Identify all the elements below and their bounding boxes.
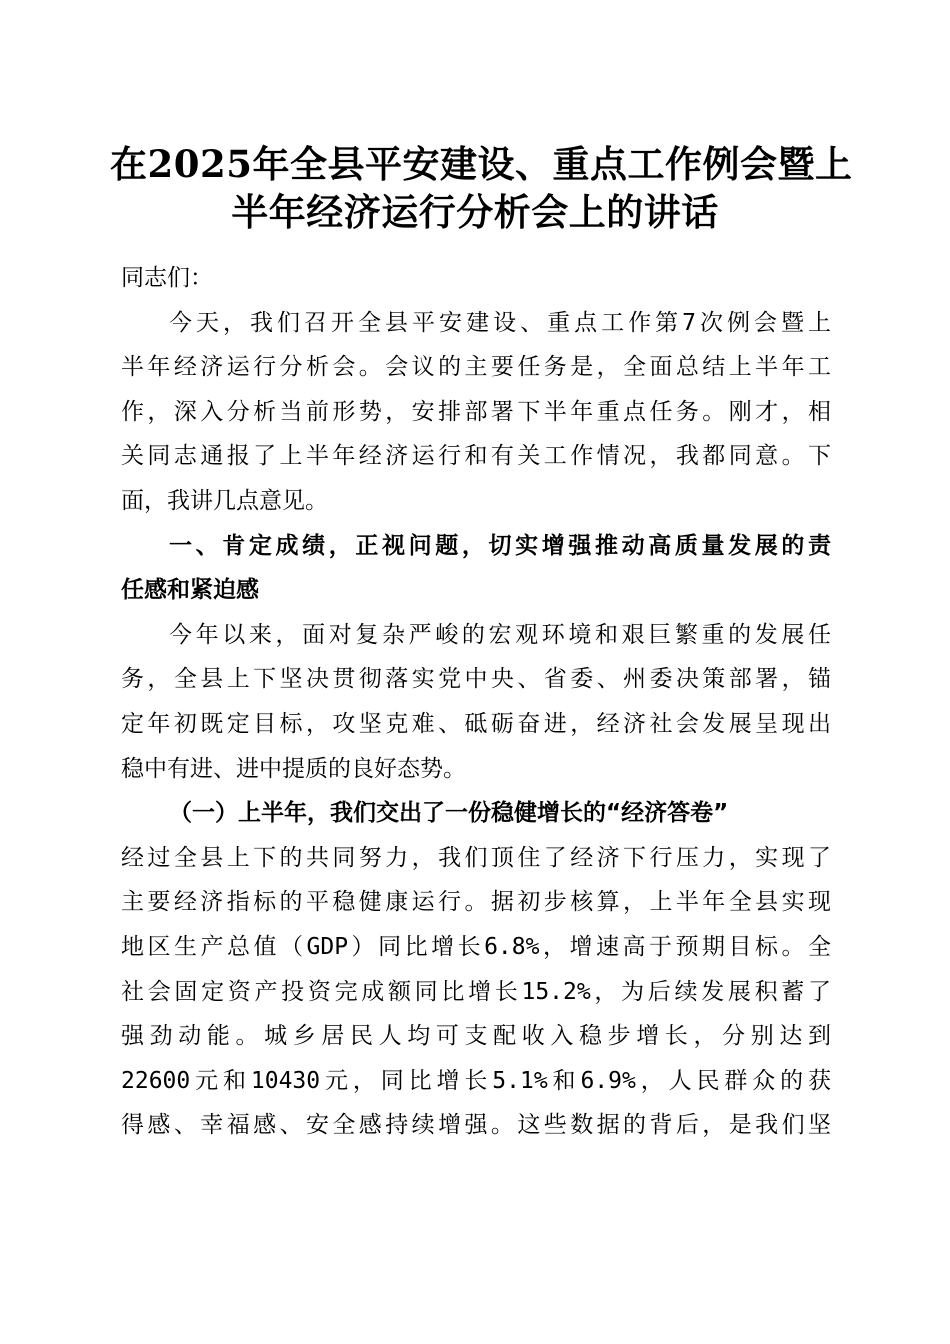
paragraph-line: 强劲动能。城乡居民人均可支配收入稳步增长，分别达到 xyxy=(121,1023,831,1050)
paragraph-line: 得感、幸福感、安全感持续增强。这些数据的背后，是我们坚 xyxy=(121,1112,831,1139)
paragraph-line: 面，我讲几点意见。 xyxy=(121,487,328,514)
title-line: 在2025年全县平安建设、重点工作例会暨上 xyxy=(110,142,853,186)
paragraph-line: 务，全县上下坚决贯彻落实党中央、省委、州委决策部署，锚 xyxy=(121,666,831,693)
paragraph-line: 地区生产总值（GDP）同比增长6.8%，增速高于预期目标。全 xyxy=(121,933,831,960)
paragraph-line: 稳中有进、进中提质的良好态势。 xyxy=(121,755,466,782)
document-title xyxy=(110,140,853,236)
paragraph-line: 今天，我们召开全县平安建设、重点工作第7次例会暨上 xyxy=(169,309,831,336)
salutation: 同志们： xyxy=(121,265,213,291)
paragraph-line: 今年以来，面对复杂严峻的宏观环境和艰巨繁重的发展任 xyxy=(169,621,831,648)
paragraph-line: 社会固定资产投资完成额同比增长15.2%，为后续发展积蓄了 xyxy=(121,978,831,1005)
title-line: 半年经济运行分析会上的讲话 xyxy=(231,190,719,234)
section-heading-line: 一、肯定成绩，正视问题，切实增强推动高质量发展的责 xyxy=(169,532,831,559)
paragraph-line: 经过全县上下的共同努力，我们顶住了经济下行压力，实现了 xyxy=(121,844,831,871)
paragraph-line: 22600元和10430元，同比增长5.1%和6.9%，人民群众的获 xyxy=(121,1067,831,1094)
subsection-heading-line: （一）上半年，我们交出了一份稳健增长的“经济答卷” xyxy=(169,800,729,827)
paragraph-line: 主要经济指标的平稳健康运行。据初步核算，上半年全县实现 xyxy=(121,889,831,916)
paragraph-line: 作，深入分析当前形势，安排部署下半年重点任务。刚才，相 xyxy=(121,398,831,425)
paragraph-line: 半年经济运行分析会。会议的主要任务是，全面总结上半年工 xyxy=(121,354,831,381)
paragraph-line: 关同志通报了上半年经济运行和有关工作情况，我都同意。下 xyxy=(121,443,831,470)
section-heading-line: 任感和紧迫感 xyxy=(121,577,259,604)
paragraph-line: 定年初既定目标，攻坚克难、砥砺奋进，经济社会发展呈现出 xyxy=(121,710,831,737)
document-body xyxy=(121,256,831,1148)
